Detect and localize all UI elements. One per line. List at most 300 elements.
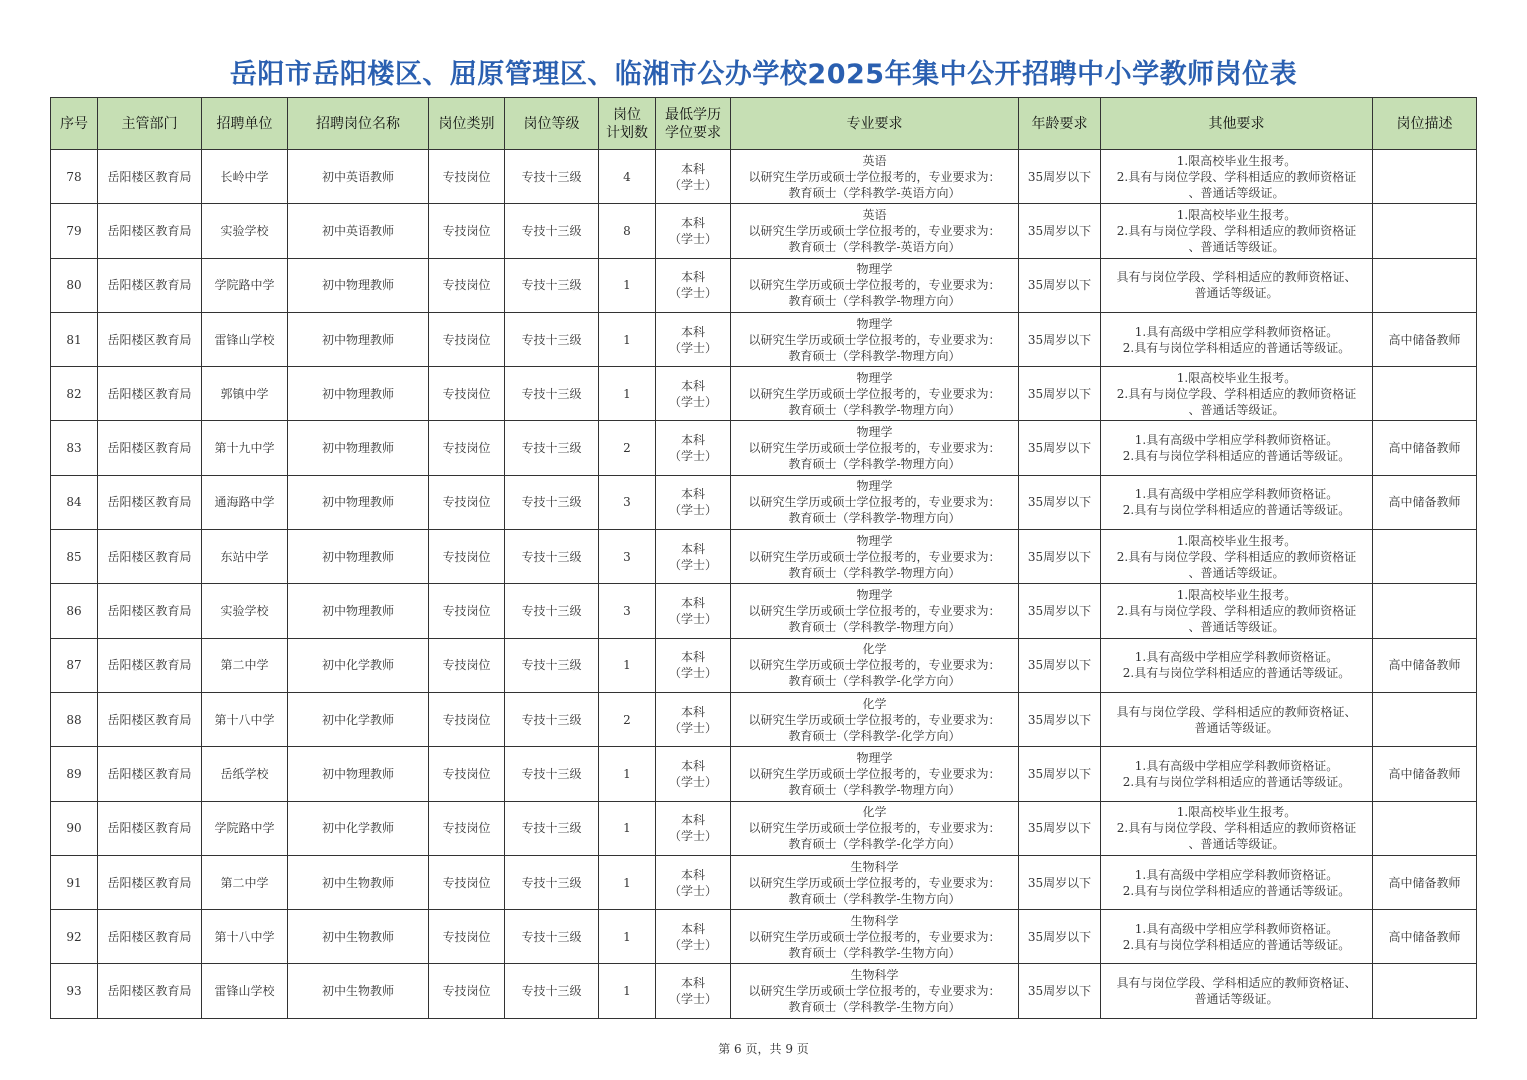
major-line: 教育硕士（学科教学-物理方向） (788, 782, 961, 797)
cell-dept: 岳阳楼区教育局 (98, 964, 202, 1018)
major-line: 以研究生学历或硕士学位报考的，专业要求为： (748, 549, 1001, 564)
cell-other (1101, 747, 1373, 801)
cell-major (731, 584, 1019, 638)
header-major: 专业要求 (731, 98, 1019, 150)
other-line: 普通话等级证。 (1194, 720, 1279, 735)
other-line: 2.具有与岗位学科相适应的普通话等级证。 (1122, 666, 1351, 681)
other-line: 2.具有与岗位学段、学科相适应的教师资格证 (1116, 549, 1357, 564)
other-line: 2.具有与岗位学段、学科相适应的教师资格证 (1116, 604, 1357, 619)
cell-level: 专技十三级 (505, 855, 599, 909)
cell-education (656, 312, 731, 366)
cell-level: 专技十三级 (505, 475, 599, 529)
cell-other (1101, 258, 1373, 312)
major-line: 以研究生学历或硕士学位报考的，专业要求为： (748, 658, 1001, 673)
other-line: 具有与岗位学段、学科相适应的教师资格证、 (1116, 976, 1357, 991)
cell-type: 专技岗位 (429, 692, 505, 746)
cell-desc (1373, 258, 1477, 312)
cell-age: 35周岁以下 (1019, 910, 1101, 964)
other-line: 具有与岗位学段、学科相适应的教师资格证、 (1116, 270, 1357, 285)
cell-type: 专技岗位 (429, 747, 505, 801)
cell-education (656, 747, 731, 801)
cell-dept: 岳阳楼区教育局 (98, 530, 202, 584)
cell-major (731, 638, 1019, 692)
cell-major (731, 747, 1019, 801)
cell-education (656, 367, 731, 421)
cell-count: 3 (599, 475, 656, 529)
major-line: 以研究生学历或硕士学位报考的，专业要求为： (748, 604, 1001, 619)
cell-no: 82 (51, 367, 98, 421)
cell-dept: 岳阳楼区教育局 (98, 584, 202, 638)
cell-desc: 高中储备教师 (1373, 421, 1477, 475)
major-line: 以研究生学历或硕士学位报考的，专业要求为： (748, 929, 1001, 944)
cell-post: 初中物理教师 (288, 530, 429, 584)
cell-other (1101, 421, 1373, 475)
cell-level: 专技十三级 (505, 801, 599, 855)
major-line: 以研究生学历或硕士学位报考的，专业要求为： (748, 441, 1001, 456)
cell-major (731, 204, 1019, 258)
cell-age: 35周岁以下 (1019, 475, 1101, 529)
major-line: 以研究生学历或硕士学位报考的，专业要求为： (748, 169, 1001, 184)
cell-unit: 长岭中学 (202, 150, 288, 204)
cell-age: 35周岁以下 (1019, 367, 1101, 421)
page-footer: 第 6 页，共 9 页 (718, 1042, 809, 1056)
other-line: 、普通话等级证。 (1188, 239, 1285, 254)
cell-type: 专技岗位 (429, 367, 505, 421)
cell-count: 8 (599, 204, 656, 258)
cell-other (1101, 530, 1373, 584)
major-line: 物理学 (856, 533, 893, 548)
cell-major (731, 150, 1019, 204)
cell-desc (1373, 801, 1477, 855)
cell-desc: 高中储备教师 (1373, 638, 1477, 692)
cell-post: 初中生物教师 (288, 964, 429, 1018)
cell-post: 初中英语教师 (288, 204, 429, 258)
table-row (51, 150, 1477, 204)
education-degree: 本科 (680, 324, 705, 339)
cell-type: 专技岗位 (429, 421, 505, 475)
cell-major (731, 258, 1019, 312)
cell-major (731, 530, 1019, 584)
major-line: 以研究生学历或硕士学位报考的，专业要求为： (748, 821, 1001, 836)
cell-post: 初中生物教师 (288, 910, 429, 964)
table-row (51, 801, 1477, 855)
cell-age: 35周岁以下 (1019, 421, 1101, 475)
header-type: 岗位类别 (429, 98, 505, 150)
major-line: 物理学 (856, 479, 893, 494)
cell-count: 1 (599, 258, 656, 312)
education-degree: 本科 (680, 378, 705, 393)
table-row (51, 530, 1477, 584)
table-row (51, 421, 1477, 475)
cell-desc (1373, 150, 1477, 204)
cell-level: 专技十三级 (505, 367, 599, 421)
cell-dept: 岳阳楼区教育局 (98, 692, 202, 746)
major-line: 教育硕士（学科教学-化学方向） (788, 674, 961, 689)
major-line: 以研究生学历或硕士学位报考的，专业要求为： (748, 712, 1001, 727)
table-row (51, 638, 1477, 692)
cell-post: 初中物理教师 (288, 367, 429, 421)
cell-level: 专技十三级 (505, 530, 599, 584)
cell-unit: 东站中学 (202, 530, 288, 584)
table-row (51, 475, 1477, 529)
major-line: 以研究生学历或硕士学位报考的，专业要求为： (748, 766, 1001, 781)
other-line: 、普通话等级证。 (1188, 185, 1285, 200)
cell-dept: 岳阳楼区教育局 (98, 638, 202, 692)
cell-desc (1373, 964, 1477, 1018)
cell-age: 35周岁以下 (1019, 747, 1101, 801)
cell-education (656, 801, 731, 855)
education-degree: 本科 (680, 433, 705, 448)
cell-count: 1 (599, 312, 656, 366)
cell-dept: 岳阳楼区教育局 (98, 204, 202, 258)
cell-count: 4 (599, 150, 656, 204)
other-line: 1.具有高级中学相应学科教师资格证。 (1134, 921, 1339, 936)
cell-no: 89 (51, 747, 98, 801)
cell-unit: 第十八中学 (202, 910, 288, 964)
cell-dept: 岳阳楼区教育局 (98, 855, 202, 909)
cell-count: 1 (599, 964, 656, 1018)
cell-level: 专技十三级 (505, 910, 599, 964)
other-line: 2.具有与岗位学段、学科相适应的教师资格证 (1116, 386, 1357, 401)
cell-dept: 岳阳楼区教育局 (98, 150, 202, 204)
page-title: 岳阳市岳阳楼区、屈原管理区、临湘市公办学校2025年集中公开招聘中小学教师岗位表 (229, 59, 1298, 90)
cell-age: 35周岁以下 (1019, 584, 1101, 638)
cell-type: 专技岗位 (429, 258, 505, 312)
cell-dept: 岳阳楼区教育局 (98, 421, 202, 475)
cell-major (731, 910, 1019, 964)
education-degree: 本科 (680, 541, 705, 556)
table-row (51, 258, 1477, 312)
cell-count: 1 (599, 367, 656, 421)
cell-age: 35周岁以下 (1019, 964, 1101, 1018)
major-line: 以研究生学历或硕士学位报考的，专业要求为： (748, 223, 1001, 238)
education-degree: 本科 (680, 215, 705, 230)
cell-dept: 岳阳楼区教育局 (98, 747, 202, 801)
header-level: 岗位等级 (505, 98, 599, 150)
cell-unit: 第二中学 (202, 638, 288, 692)
cell-type: 专技岗位 (429, 475, 505, 529)
table-row (51, 584, 1477, 638)
cell-desc: 高中储备教师 (1373, 855, 1477, 909)
education-degree: 本科 (680, 650, 705, 665)
cell-no: 87 (51, 638, 98, 692)
cell-post: 初中物理教师 (288, 584, 429, 638)
major-line: 以研究生学历或硕士学位报考的，专业要求为： (748, 495, 1001, 510)
education-degree: 本科 (680, 161, 705, 176)
major-line: 以研究生学历或硕士学位报考的，专业要求为： (748, 278, 1001, 293)
cell-desc (1373, 692, 1477, 746)
other-line: 1.限高校毕业生报考。 (1176, 153, 1297, 168)
other-line: 、普通话等级证。 (1188, 565, 1285, 580)
cell-post: 初中物理教师 (288, 475, 429, 529)
cell-desc (1373, 584, 1477, 638)
other-line: 1.具有高级中学相应学科教师资格证。 (1134, 650, 1339, 665)
cell-age: 35周岁以下 (1019, 855, 1101, 909)
education-degree: 本科 (680, 867, 705, 882)
cell-post: 初中物理教师 (288, 421, 429, 475)
job-table (50, 97, 1477, 1019)
major-line: 物理学 (856, 750, 893, 765)
table-row (51, 964, 1477, 1018)
cell-count: 1 (599, 747, 656, 801)
cell-major (731, 367, 1019, 421)
cell-other (1101, 475, 1373, 529)
cell-other (1101, 692, 1373, 746)
cell-post: 初中物理教师 (288, 258, 429, 312)
cell-no: 83 (51, 421, 98, 475)
cell-count: 2 (599, 692, 656, 746)
education-title: （学士） (668, 720, 717, 735)
cell-type: 专技岗位 (429, 964, 505, 1018)
cell-education (656, 964, 731, 1018)
other-line: 1.限高校毕业生报考。 (1176, 370, 1297, 385)
cell-count: 3 (599, 584, 656, 638)
education-degree: 本科 (680, 704, 705, 719)
cell-major (731, 421, 1019, 475)
cell-no: 80 (51, 258, 98, 312)
cell-no: 93 (51, 964, 98, 1018)
cell-post: 初中英语教师 (288, 150, 429, 204)
header-dept: 主管部门 (98, 98, 202, 150)
other-line: 、普通话等级证。 (1188, 837, 1285, 852)
header-plan-line1: 岗位 (613, 106, 641, 123)
cell-unit: 实验学校 (202, 584, 288, 638)
cell-type: 专技岗位 (429, 530, 505, 584)
table-header (51, 98, 1477, 150)
major-line: 以研究生学历或硕士学位报考的，专业要求为： (748, 875, 1001, 890)
cell-major (731, 855, 1019, 909)
cell-post: 初中生物教师 (288, 855, 429, 909)
cell-count: 3 (599, 530, 656, 584)
table-row (51, 692, 1477, 746)
education-title: （学士） (668, 883, 717, 898)
cell-other (1101, 801, 1373, 855)
cell-no: 85 (51, 530, 98, 584)
cell-desc: 高中储备教师 (1373, 312, 1477, 366)
education-degree: 本科 (680, 976, 705, 991)
cell-post: 初中化学教师 (288, 692, 429, 746)
cell-age: 35周岁以下 (1019, 530, 1101, 584)
cell-post: 初中物理教师 (288, 312, 429, 366)
cell-education (656, 584, 731, 638)
header-edu-line2: 学位要求 (665, 124, 721, 141)
education-title: （学士） (668, 286, 717, 301)
cell-type: 专技岗位 (429, 584, 505, 638)
education-title: （学士） (668, 829, 717, 844)
cell-unit: 学院路中学 (202, 258, 288, 312)
education-title: （学士） (668, 937, 717, 952)
cell-no: 79 (51, 204, 98, 258)
cell-type: 专技岗位 (429, 638, 505, 692)
cell-dept: 岳阳楼区教育局 (98, 910, 202, 964)
header-no: 序号 (51, 98, 98, 150)
major-line: 教育硕士（学科教学-英语方向） (788, 239, 961, 254)
cell-age: 35周岁以下 (1019, 150, 1101, 204)
cell-other (1101, 367, 1373, 421)
education-title: （学士） (668, 177, 717, 192)
major-line: 教育硕士（学科教学-生物方向） (788, 891, 961, 906)
education-title: （学士） (668, 449, 717, 464)
cell-no: 86 (51, 584, 98, 638)
cell-other (1101, 964, 1373, 1018)
education-title: （学士） (668, 774, 717, 789)
cell-education (656, 421, 731, 475)
other-line: 1.具有高级中学相应学科教师资格证。 (1134, 324, 1339, 339)
cell-education (656, 258, 731, 312)
major-line: 生物科学 (850, 913, 899, 928)
cell-level: 专技十三级 (505, 150, 599, 204)
cell-other (1101, 150, 1373, 204)
other-line: 1.限高校毕业生报考。 (1176, 805, 1297, 820)
cell-major (731, 964, 1019, 1018)
education-title: （学士） (668, 992, 717, 1007)
cell-desc: 高中储备教师 (1373, 475, 1477, 529)
other-line: 1.限高校毕业生报考。 (1176, 533, 1297, 548)
other-line: 、普通话等级证。 (1188, 402, 1285, 417)
cell-dept: 岳阳楼区教育局 (98, 258, 202, 312)
other-line: 2.具有与岗位学科相适应的普通话等级证。 (1122, 449, 1351, 464)
cell-count: 1 (599, 638, 656, 692)
cell-desc: 高中储备教师 (1373, 747, 1477, 801)
table-body (51, 150, 1477, 1019)
education-title: （学士） (668, 394, 717, 409)
major-line: 物理学 (856, 370, 893, 385)
major-line: 生物科学 (850, 968, 899, 983)
cell-type: 专技岗位 (429, 204, 505, 258)
cell-type: 专技岗位 (429, 312, 505, 366)
cell-unit: 岳纸学校 (202, 747, 288, 801)
table-row (51, 747, 1477, 801)
other-line: 、普通话等级证。 (1188, 620, 1285, 635)
major-line: 以研究生学历或硕士学位报考的，专业要求为： (748, 332, 1001, 347)
major-line: 教育硕士（学科教学-英语方向） (788, 185, 961, 200)
cell-type: 专技岗位 (429, 910, 505, 964)
cell-no: 81 (51, 312, 98, 366)
major-line: 教育硕士（学科教学-化学方向） (788, 837, 961, 852)
cell-count: 1 (599, 910, 656, 964)
header-other: 其他要求 (1101, 98, 1373, 150)
cell-age: 35周岁以下 (1019, 312, 1101, 366)
cell-other (1101, 855, 1373, 909)
cell-major (731, 692, 1019, 746)
cell-type: 专技岗位 (429, 150, 505, 204)
cell-education (656, 150, 731, 204)
cell-post: 初中化学教师 (288, 801, 429, 855)
cell-level: 专技十三级 (505, 692, 599, 746)
major-line: 物理学 (856, 262, 893, 277)
cell-no: 78 (51, 150, 98, 204)
cell-other (1101, 312, 1373, 366)
cell-desc (1373, 367, 1477, 421)
education-title: （学士） (668, 340, 717, 355)
cell-unit: 通海路中学 (202, 475, 288, 529)
cell-dept: 岳阳楼区教育局 (98, 475, 202, 529)
education-title: （学士） (668, 503, 717, 518)
major-line: 教育硕士（学科教学-化学方向） (788, 728, 961, 743)
major-line: 化学 (862, 696, 887, 711)
education-degree: 本科 (680, 921, 705, 936)
education-degree: 本科 (680, 487, 705, 502)
major-line: 以研究生学历或硕士学位报考的，专业要求为： (748, 984, 1001, 999)
other-line: 2.具有与岗位学段、学科相适应的教师资格证 (1116, 821, 1357, 836)
cell-desc (1373, 204, 1477, 258)
cell-education (656, 530, 731, 584)
cell-dept: 岳阳楼区教育局 (98, 312, 202, 366)
cell-unit: 第十八中学 (202, 692, 288, 746)
cell-other (1101, 204, 1373, 258)
education-title: （学士） (668, 231, 717, 246)
education-title: （学士） (668, 557, 717, 572)
cell-age: 35周岁以下 (1019, 258, 1101, 312)
cell-no: 90 (51, 801, 98, 855)
cell-level: 专技十三级 (505, 747, 599, 801)
cell-dept: 岳阳楼区教育局 (98, 367, 202, 421)
cell-level: 专技十三级 (505, 964, 599, 1018)
other-line: 2.具有与岗位学科相适应的普通话等级证。 (1122, 883, 1351, 898)
cell-count: 2 (599, 421, 656, 475)
cell-age: 35周岁以下 (1019, 801, 1101, 855)
table-row (51, 367, 1477, 421)
other-line: 2.具有与岗位学科相适应的普通话等级证。 (1122, 340, 1351, 355)
other-line: 1.限高校毕业生报考。 (1176, 588, 1297, 603)
other-line: 1.具有高级中学相应学科教师资格证。 (1134, 758, 1339, 773)
education-title: （学士） (668, 666, 717, 681)
cell-level: 专技十三级 (505, 258, 599, 312)
cell-age: 35周岁以下 (1019, 692, 1101, 746)
cell-dept: 岳阳楼区教育局 (98, 801, 202, 855)
cell-other (1101, 910, 1373, 964)
major-line: 教育硕士（学科教学-物理方向） (788, 457, 961, 472)
cell-unit: 雷锋山学校 (202, 964, 288, 1018)
cell-education (656, 475, 731, 529)
cell-age: 35周岁以下 (1019, 638, 1101, 692)
header-unit: 招聘单位 (202, 98, 288, 150)
other-line: 2.具有与岗位学科相适应的普通话等级证。 (1122, 503, 1351, 518)
cell-level: 专技十三级 (505, 584, 599, 638)
major-line: 英语 (862, 153, 887, 168)
education-degree: 本科 (680, 813, 705, 828)
cell-level: 专技十三级 (505, 421, 599, 475)
cell-unit: 第十九中学 (202, 421, 288, 475)
education-degree: 本科 (680, 596, 705, 611)
cell-level: 专技十三级 (505, 312, 599, 366)
other-line: 普通话等级证。 (1194, 992, 1279, 1007)
cell-education (656, 692, 731, 746)
cell-education (656, 910, 731, 964)
header-post: 招聘岗位名称 (288, 98, 429, 150)
other-line: 2.具有与岗位学科相适应的普通话等级证。 (1122, 937, 1351, 952)
table-row (51, 910, 1477, 964)
cell-education (656, 204, 731, 258)
cell-no: 84 (51, 475, 98, 529)
major-line: 教育硕士（学科教学-物理方向） (788, 402, 961, 417)
cell-unit: 学院路中学 (202, 801, 288, 855)
other-line: 1.限高校毕业生报考。 (1176, 207, 1297, 222)
education-degree: 本科 (680, 758, 705, 773)
major-line: 教育硕士（学科教学-物理方向） (788, 511, 961, 526)
header-age: 年龄要求 (1019, 98, 1101, 150)
major-line: 教育硕士（学科教学-生物方向） (788, 945, 961, 960)
major-line: 教育硕士（学科教学-物理方向） (788, 348, 961, 363)
cell-education (656, 638, 731, 692)
cell-unit: 雷锋山学校 (202, 312, 288, 366)
cell-unit: 郭镇中学 (202, 367, 288, 421)
table-row (51, 204, 1477, 258)
cell-major (731, 312, 1019, 366)
cell-type: 专技岗位 (429, 801, 505, 855)
cell-post: 初中物理教师 (288, 747, 429, 801)
cell-post: 初中化学教师 (288, 638, 429, 692)
